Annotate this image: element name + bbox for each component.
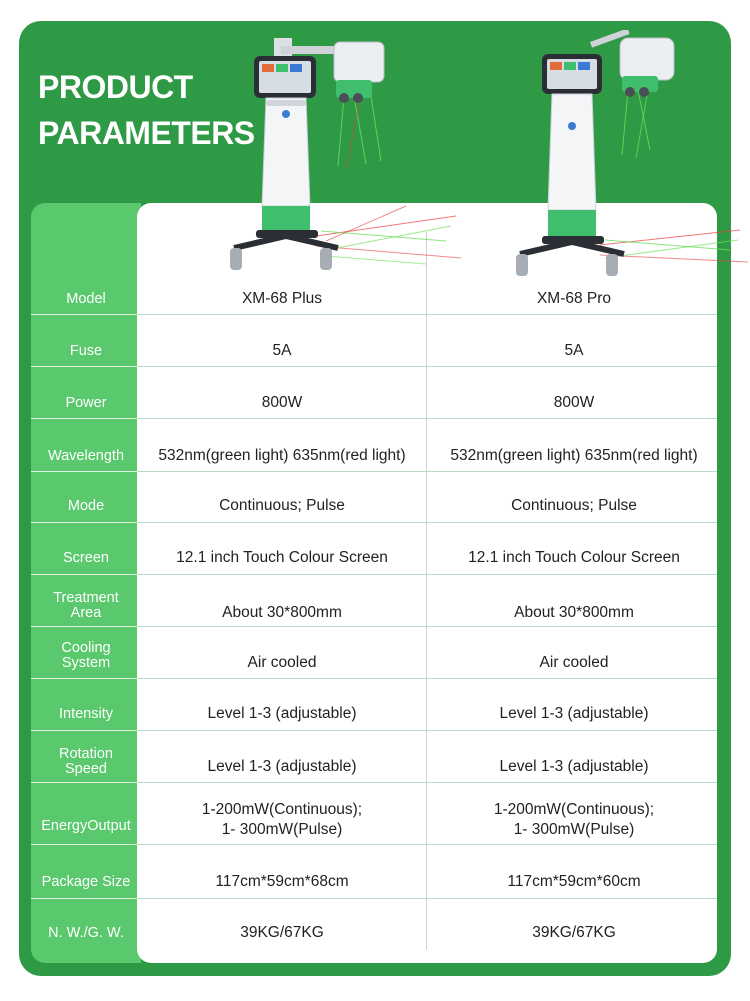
row-divider (137, 314, 717, 315)
value-plus-treatment-area: About 30*800mm (222, 604, 342, 621)
row-label-wavelength: Wavelength (47, 447, 125, 464)
row-divider (137, 730, 717, 731)
row-divider (31, 844, 137, 845)
row-label-cooling-system: Cooling System (61, 640, 111, 671)
label-column (31, 203, 141, 963)
value-plus-intensity: Level 1-3 (adjustable) (207, 705, 357, 722)
value-pro-power: 800W (553, 394, 595, 411)
value-pro-fuse: 5A (564, 342, 584, 359)
row-divider (31, 898, 137, 899)
row-divider (137, 782, 717, 783)
row-divider (31, 782, 137, 783)
row-label-rotation-speed: Rotation Speed (58, 746, 113, 777)
value-plus-model: XM-68 Plus (241, 290, 323, 307)
row-label-model: Model (66, 290, 106, 307)
table-row (31, 867, 717, 897)
row-divider (137, 471, 717, 472)
table-row (31, 491, 717, 521)
value-pro-treatment-area: About 30*800mm (514, 604, 634, 621)
row-divider (137, 574, 717, 575)
table-row (31, 336, 717, 366)
value-pro-wavelength: 532nm(green light) 635nm(red light) (450, 447, 698, 464)
row-divider (137, 898, 717, 899)
table-row (31, 441, 717, 471)
row-divider (31, 626, 137, 627)
value-plus-fuse: 5A (272, 342, 292, 359)
row-label-fuse: Fuse (69, 342, 103, 359)
row-divider (31, 678, 137, 679)
row-label-intensity: Intensity (59, 705, 113, 722)
row-label-mode: Mode (67, 497, 105, 514)
row-divider (137, 844, 717, 845)
row-label-weight: N. W./G. W. (48, 924, 124, 941)
row-divider (31, 574, 137, 575)
value-plus-mode: Continuous; Pulse (219, 497, 345, 514)
value-pro-cooling-system: Air cooled (539, 654, 609, 671)
row-divider (137, 522, 717, 523)
value-plus-energy-output: 1-200mW(Continuous); 1- 300mW(Pulse) (201, 801, 363, 838)
machine-image-pro (510, 30, 750, 280)
value-pro-model: XM-68 Pro (536, 290, 612, 307)
table-row (31, 639, 717, 679)
row-divider (31, 730, 137, 731)
table-row (31, 543, 717, 573)
value-pro-intensity: Level 1-3 (adjustable) (499, 705, 649, 722)
title-line-1: PRODUCT (38, 69, 193, 105)
spec-table (137, 203, 717, 963)
value-pro-mode: Continuous; Pulse (511, 497, 637, 514)
row-label-package-size: Package Size (41, 873, 131, 890)
table-row (31, 699, 717, 729)
row-divider (137, 418, 717, 419)
table-row (31, 284, 717, 314)
table-row (31, 797, 717, 843)
value-plus-screen: 12.1 inch Touch Colour Screen (176, 549, 388, 566)
value-pro-energy-output: 1-200mW(Continuous); 1- 300mW(Pulse) (493, 801, 655, 838)
row-divider (31, 366, 137, 367)
row-divider (137, 366, 717, 367)
row-label-treatment-area: Treatment Area (53, 590, 119, 621)
value-pro-package-size: 117cm*59cm*60cm (507, 873, 641, 890)
table-row (31, 745, 717, 785)
title-line-2: PARAMETERS (38, 115, 255, 151)
machine-image-plus (226, 36, 466, 281)
table-row (31, 388, 717, 418)
row-divider (137, 626, 717, 627)
row-divider (31, 471, 137, 472)
value-plus-power: 800W (261, 394, 303, 411)
row-divider (31, 418, 137, 419)
value-pro-weight: 39KG/67KG (532, 924, 616, 941)
value-plus-wavelength: 532nm(green light) 635nm(red light) (158, 447, 406, 464)
row-label-energy-output: EnergyOutput (41, 817, 131, 834)
value-plus-cooling-system: Air cooled (247, 654, 317, 671)
row-divider (137, 678, 717, 679)
value-plus-rotation-speed: Level 1-3 (adjustable) (207, 758, 357, 775)
table-row (31, 918, 717, 948)
value-plus-weight: 39KG/67KG (240, 924, 324, 941)
row-label-power: Power (65, 394, 107, 411)
row-label-screen: Screen (63, 549, 109, 566)
value-plus-package-size: 117cm*59cm*68cm (215, 873, 349, 890)
row-divider (31, 314, 137, 315)
page-title (38, 64, 255, 156)
table-row (31, 589, 717, 629)
value-pro-rotation-speed: Level 1-3 (adjustable) (499, 758, 649, 775)
row-divider (31, 522, 137, 523)
value-pro-screen: 12.1 inch Touch Colour Screen (468, 549, 680, 566)
